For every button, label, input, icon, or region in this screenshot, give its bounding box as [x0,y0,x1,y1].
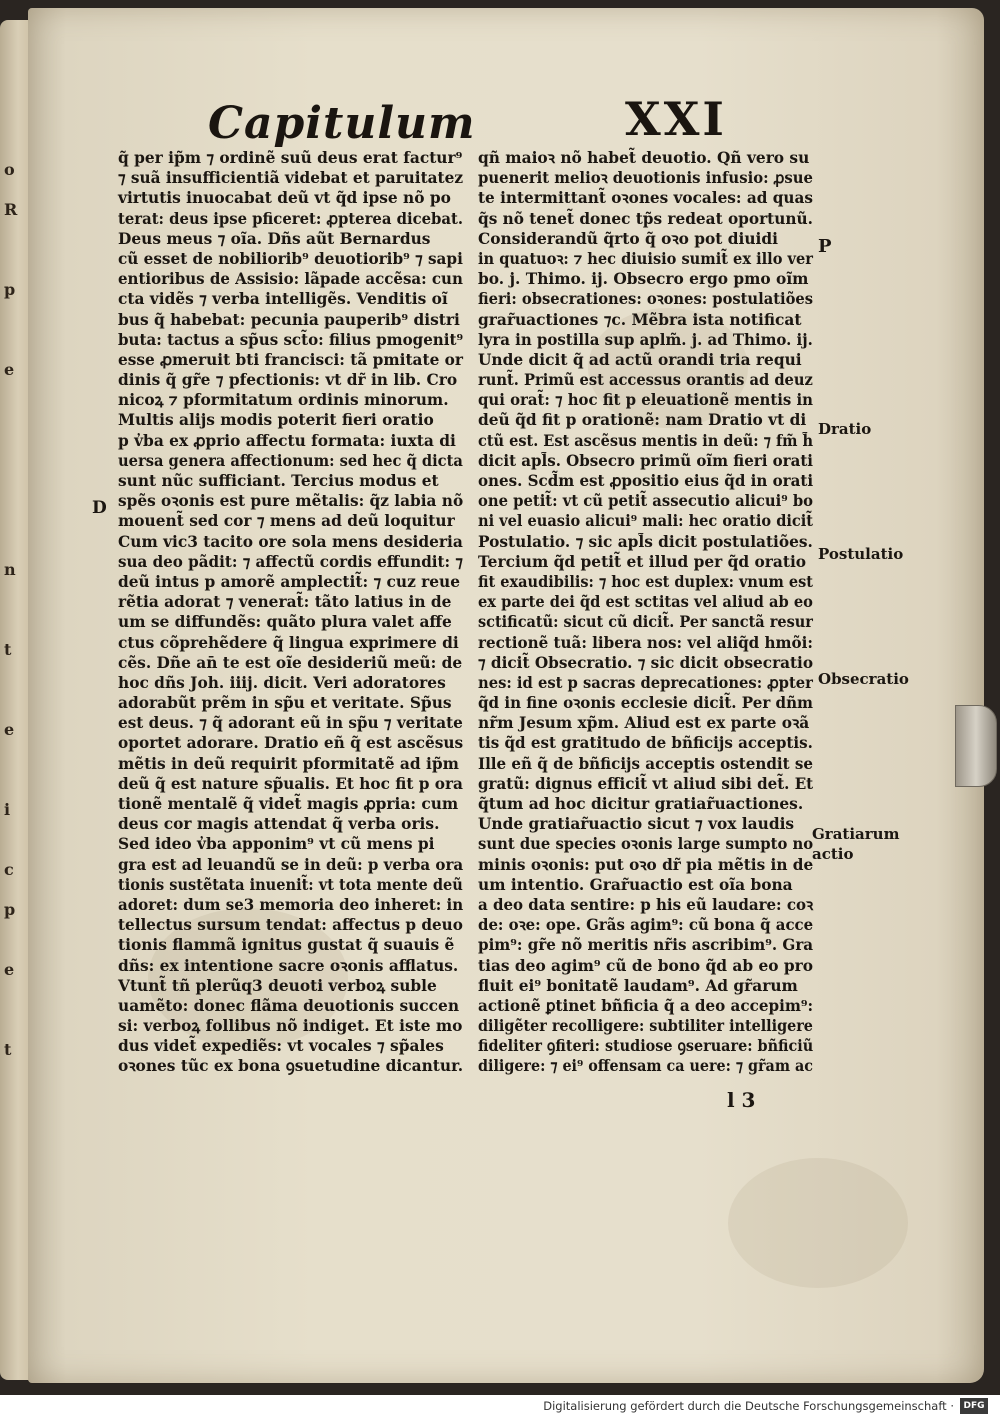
text-line: entioribus de Assisio: lãpade accẽsa: cun [118,270,463,289]
text-line: tionẽ mentalẽ q̃ videt̃ magis ꝓpria: cum [118,795,459,813]
text-line: adoret: dum se3 memoria deo inheret: in [118,895,464,914]
left-page-letter: p [4,280,16,299]
text-line: ex parte dei q̃d est sctitas vel aliud ab eo [478,593,813,612]
text-line: sunt due species oꝛonis large sumpto no [478,835,814,854]
text-line: sunt nũc sufficiant. Tercius modus et [118,472,439,490]
left-page-letter: e [4,720,15,739]
text-line: diligere: ⁊ ei⁹ offensam ca uere: ⁊ gr̃am ac [478,1057,813,1076]
text-line: tis q̃d est gratitudo de bñficijs acceptis. [478,734,813,753]
text-line: Ille eñ q̃ de bñficijs acceptis ostendit se [478,754,814,773]
text-line: puenerit melioꝛ deuotionis infusio: ꝓsue [478,169,813,188]
text-line: actionẽ ꝑtinet bñficia q̃ a deo accepim⁹: [478,996,814,1015]
text-line: deũ intus p amorẽ amplectit̃: ⁊ cuz reue [118,572,461,591]
text-line: in quatuoꝛ: ⁊ hec diuisio sumit̃ ex illo ver [478,249,813,268]
text-line: Deus meus ⁊ oĩa. Dñs aũt Bernardus [118,229,431,248]
text-line: ⁊ dicit̃ Obsecratio. ⁊ sic dicit obsecratio [478,653,814,672]
text-line: spẽs oꝛonis est pure mẽtalis: q̃z labia nõ [118,492,464,511]
text-line: bo. j. Thimo. ij. Obsecro ergo pmo oĩm [478,270,809,289]
text-line: Postulatio. ⁊ sic apl̃s dicit postulatiões. [478,532,813,551]
text-column-left [118,148,463,1077]
text-line: cta vidẽs ⁊ verba intelligẽs. Venditis oĩ [118,290,448,309]
text-line: buta: tactus a sp̃us sct̃o: filius pmogenit⁹ [118,330,464,349]
text-line: Unde gratiar̃uactio sicut ⁊ vox laudis [478,815,795,834]
text-line: oꝛones tũc ex bona ꝯsuetudine dicantur. [118,1057,464,1076]
text-line: fluit ei⁹ bonitatẽ laudam⁹. Ad gr̃arum [478,976,798,995]
text-line: Considerandũ q̃rto q̃ oꝛo pot diuidi [478,229,779,248]
text-line: ⁊ suã insufficientiã videbat et paruitatez [118,169,464,188]
text-line: fieri: obsecrationes: oꝛones: postulatiões [478,290,814,309]
text-line: mouent̃ sed cor ⁊ mens ad deũ loquitur [118,512,455,531]
text-line: nes: id est p sacras deprecationes: ꝓpter [478,673,813,692]
left-page-letter: p [4,900,16,919]
footer-bar [0,1395,1000,1419]
text-line: tionis sustẽtata inuenit̃: vt tota mente deũ [118,875,463,894]
text-line: q̃s nõ tenet̃ donec tp̃s redeat oportunũ. [478,209,813,228]
text-line: tionis flammã ignitus gustat q̃ suauis ẽ [118,936,455,955]
text-line: q̃tum ad hoc dicitur gratiar̃uactiones. [478,795,804,813]
chapter-number: XXI [625,92,727,146]
text-line: qñ maioꝛ nõ habet̃ deuotio. Qñ vero su [478,149,810,167]
left-page-letter: t [4,640,12,659]
text-line: Multis alijs modis poterit fieri oratio [118,411,434,430]
text-line: q̃d in fine oꝛonis ecclesie dicit̃. Per dñm [478,694,814,713]
text-line: deũ q̃ est nature sp̃ualis. Et hoc fit p ora [118,774,463,793]
text-line: bus q̃ habebat: pecunia pauperib⁹ distri [118,310,460,329]
text-line: dinis q̃ gr̃e ⁊ pfectionis: vt dr̃ in lib. Cro [118,371,458,390]
marginal-note-left: D [92,498,107,518]
page-clip [955,705,997,787]
text-line: q̃ per ip̃m ⁊ ordinẽ suũ deus erat factur⁹ [118,149,463,167]
text-line: adorabũt prẽm in sp̃u et veritate. Sp̃us [118,694,452,713]
text-line: Vtunt̃ tñ plerũq3 deuoti verboꝝ suble [118,976,437,995]
text-line: p v̓ba ex ꝓprio affectu formata: iuxta di [118,431,456,450]
text-line: dus videt̃ expediẽs: vt vocales ⁊ sp̃ales [118,1037,444,1056]
text-line: oportet adorare. Dratio eñ q̃ est ascẽsus [118,734,464,753]
marginal-note-actio: actio [812,845,854,863]
text-line: deũ q̃d fit p orationẽ: nam Dratio vt di [478,411,807,430]
text-line: dicit apl̃s. Obsecro primũ oĩm fieri orati [478,451,814,470]
text-line: Cum vic3 tacito ore sola mens desideria [118,532,463,551]
left-page-letter: R [4,200,18,219]
marginal-note-gratiarum: Gratiarum [812,825,900,843]
text-line: Sed ideo v̓ba apponim⁹ vt cũ mens pi [118,835,435,854]
dfg-logo: DFG [960,1398,988,1414]
text-line: tellectus sursum tendat: affectus p deuo [118,916,463,935]
text-line: de: oꝛe: ope. Grãs agim⁹: cũ bona q̃ acce [478,916,814,935]
text-line: lyra in postilla sup aplm̃. j. ad Thimo. ij. [478,330,813,349]
text-line: Tercium q̃d petit̃ et illud per q̃d oratio [478,552,807,571]
left-page-letter: n [4,560,16,579]
marginal-note-oratio: Dratio [818,420,872,438]
footer-text: Digitalisierung gefördert durch die Deutsche Forschungsgemeinschaft · [543,1399,954,1413]
text-line: est deus. ⁊ q̃ adorant eũ in sp̃u ⁊ veritate [118,714,463,733]
text-line: te intermittant̃ oꝛones vocales: ad quas [478,189,814,208]
text-line: runt̃. Primũ est accessus orantis ad deuz [478,371,813,390]
text-line: nr̃m Jesum xp̃m. Aliud est ex parte oꝛã [478,714,810,733]
left-page-letter: i [4,800,11,819]
text-line: si: verboꝝ follibus nõ indiget. Et iste mo [118,1017,463,1036]
text-line: rectionẽ tuã: libera nos: vel aliq̃d hmõi: [478,633,813,652]
text-line: gra est ad leuandũ se in deũ: p verba ora [118,855,464,874]
text-line: cũ esset de nobiliorib⁹ deuotiorib⁹ ⁊ sapi [118,249,463,268]
left-page-letter: o [4,160,15,179]
marginal-note-postulatio: Postulatio [818,545,904,563]
text-line: mẽtis in deũ requirit pformitatẽ ad ip̃m [118,754,459,773]
text-line: dñs: ex intentione sacre oꝛonis afflatus. [118,956,459,975]
text-line: sua deo pãdit: ⁊ affectũ cordis effundit: ⁊ [118,552,463,571]
text-line: Unde dicit q̃ ad actũ orandi tria requi [478,350,802,369]
text-line: tias deo agim⁹ cũ de bono q̃d ab eo pro [478,956,813,975]
text-line: qui orat̃: ⁊ hoc fit p eleuationẽ mentis in [478,391,813,410]
left-page-letter: e [4,960,15,979]
text-line: grar̃uactiones ⁊c. Mẽbra ista notificat [478,310,802,329]
text-line: terat: deus ipse pficeret: ꝓpterea dicebat. [118,209,464,228]
chapter-heading: Capitulum [208,98,476,149]
marginal-note-p: P [818,236,832,257]
left-page-letter: c [4,860,14,879]
text-line: ni vel euasio alicui⁹ mali: hec oratio dicit̃ [478,512,814,531]
text-column-right [478,148,813,1077]
left-page-letter: t [4,1040,12,1059]
text-line: ones. Scd̃m est ꝓpositio eius q̃d in orati [478,472,814,490]
left-page-edge [0,20,30,1380]
text-line: minis oꝛonis: put oꝛo dr̃ pia mẽtis in de [478,855,814,874]
text-line: one petit̃: vt cũ petit̃ assecutio alicui⁹ bo [478,492,814,511]
text-line: gratũ: dignus efficit̃ vt aliud sibi det̃. Et [478,774,814,793]
text-line: sctificatũ: sicut cũ dicit̃. Per sanctã resur [478,613,813,632]
text-line: rẽtia adorat ⁊ venerat̃: tãto latius in de [118,593,452,612]
text-line: pim⁹: gr̃e nõ meritis nr̃is ascribim⁹. Gra [478,936,814,955]
text-line: cẽs. Dñe an̄ te est oĩe desideriũ meũ: de [118,653,463,672]
text-line: hoc dñs Joh. iiij. dicit. Veri adoratores [118,673,446,692]
text-line: esse ꝓmeruit bti francisci: tã pmitate or [118,350,464,369]
text-line: um intentio. Grar̃uactio est oĩa bona [478,875,793,894]
text-line: deus cor magis attendat q̃ verba oris. [118,815,440,834]
text-line: um se diffundẽs: quãto plura valet affe [118,613,452,632]
text-line: fideliter ꝯfiteri: studiose ꝯseruare: bñficiũ [478,1037,814,1056]
text-line: virtutis inuocabat deũ vt q̃d ipse nõ po [118,189,451,208]
text-line: ctũ est. Est ascẽsus mentis in deũ: ⁊ fm̃ h̃ [478,431,814,450]
text-line: uersa genera affectionum: sed hec q̃ dicta [118,451,463,470]
text-line: diligẽter recolligere: subtiliter intelligere [478,1017,813,1036]
left-page-letter: e [4,360,15,379]
text-line: fit exaudibilis: ⁊ hoc est duplex: vnum est [478,572,813,591]
text-line: nicoꝝ ⁊ pformitatum ordinis minorum. [118,391,449,410]
signature-mark: l 3 [727,1088,756,1112]
text-line: ctus cõprehẽdere q̃ lingua exprimere di [118,633,459,652]
marginal-note-obsecratio: Obsecratio [818,670,909,688]
text-line: uamẽto: donec flãma deuotionis succen [118,996,460,1015]
text-line: a deo data sentire: p his eũ laudare: coꝛ [478,895,814,914]
